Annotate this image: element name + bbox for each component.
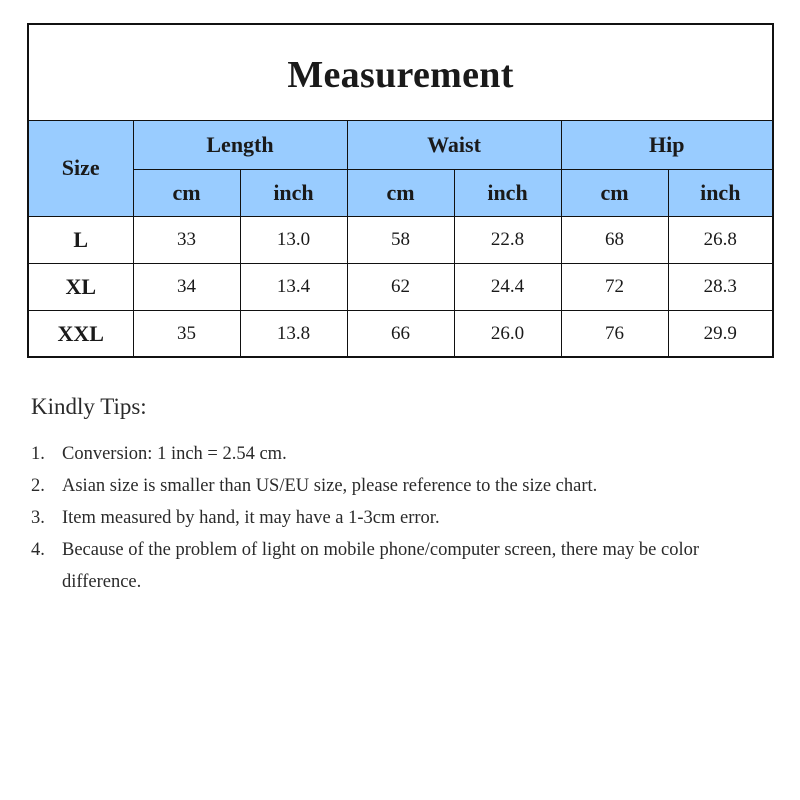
list-number: 4. <box>31 540 45 560</box>
table-cell: 72 <box>561 263 668 310</box>
table-cell: 13.8 <box>240 310 347 357</box>
list-item <box>31 502 771 534</box>
size-table <box>29 121 772 357</box>
tips-title: Kindly Tips: <box>31 394 147 419</box>
header-unit-row <box>29 169 772 216</box>
list-number: 2. <box>31 476 45 496</box>
group-header-waist: Waist <box>347 121 561 169</box>
size-chart <box>27 23 774 358</box>
list-item <box>31 534 771 598</box>
table-cell: 26.0 <box>454 310 561 357</box>
table-cell: 13.0 <box>240 216 347 263</box>
table-cell: 28.3 <box>668 263 772 310</box>
tips-list <box>31 438 771 598</box>
list-item <box>31 438 771 470</box>
unit-header: cm <box>133 169 240 216</box>
tip-text: Item measured by hand, it may have a 1-3cm error. <box>62 508 440 528</box>
table-cell: 33 <box>133 216 240 263</box>
header-group-row <box>29 121 772 169</box>
table-cell: 35 <box>133 310 240 357</box>
size-label: XL <box>29 263 133 310</box>
table-row <box>29 216 772 263</box>
table-cell: 13.4 <box>240 263 347 310</box>
unit-header: cm <box>347 169 454 216</box>
table-cell: 22.8 <box>454 216 561 263</box>
unit-header: cm <box>561 169 668 216</box>
group-header-length: Length <box>133 121 347 169</box>
tip-text: Because of the problem of light on mobile phone/computer screen, there may be color difference. <box>62 540 700 592</box>
table-cell: 24.4 <box>454 263 561 310</box>
kindly-tips <box>31 392 771 598</box>
size-label: XXL <box>29 310 133 357</box>
list-number: 3. <box>31 508 45 528</box>
unit-header: inch <box>454 169 561 216</box>
unit-header: inch <box>668 169 772 216</box>
table-cell: 66 <box>347 310 454 357</box>
chart-title: Measurement <box>29 25 772 121</box>
table-cell: 68 <box>561 216 668 263</box>
table-cell: 29.9 <box>668 310 772 357</box>
table-cell: 76 <box>561 310 668 357</box>
table-row <box>29 310 772 357</box>
table-row <box>29 263 772 310</box>
tip-text: Asian size is smaller than US/EU size, please reference to the size chart. <box>62 476 598 496</box>
list-item <box>31 470 771 502</box>
table-cell: 62 <box>347 263 454 310</box>
unit-header: inch <box>240 169 347 216</box>
tip-text: Conversion: 1 inch = 2.54 cm. <box>62 444 287 464</box>
list-number: 1. <box>31 444 45 464</box>
table-cell: 26.8 <box>668 216 772 263</box>
table-cell: 34 <box>133 263 240 310</box>
size-header: Size <box>29 121 133 216</box>
size-label: L <box>29 216 133 263</box>
table-cell: 58 <box>347 216 454 263</box>
group-header-hip: Hip <box>561 121 772 169</box>
